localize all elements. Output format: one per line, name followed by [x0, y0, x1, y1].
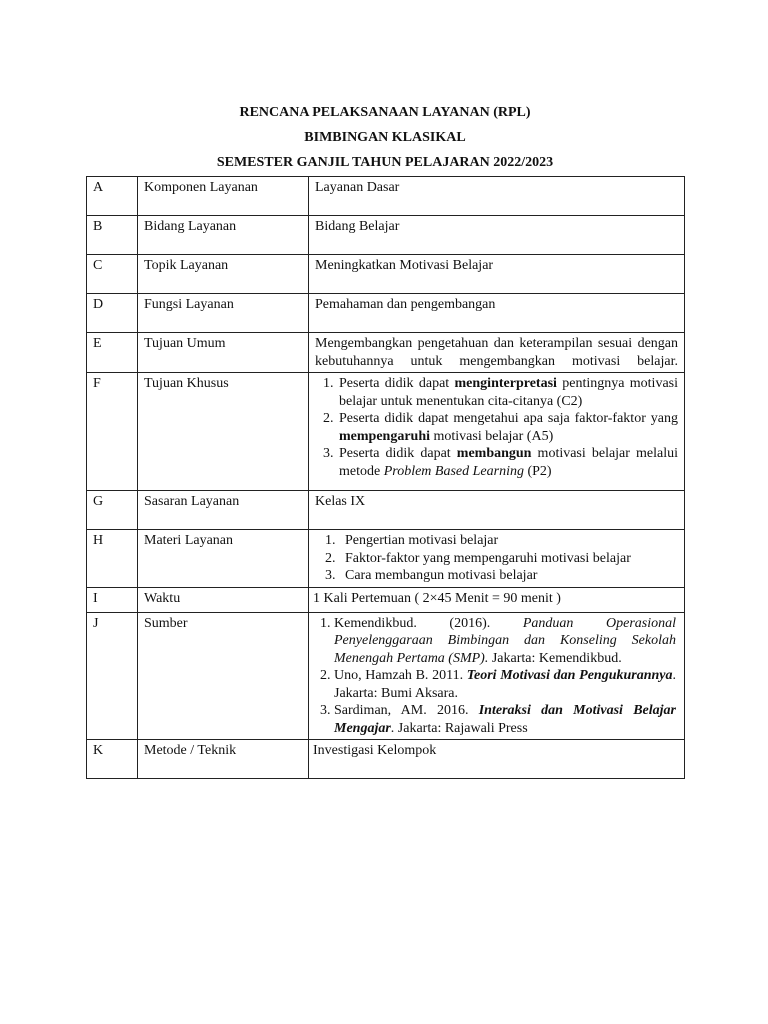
row-code: C — [87, 255, 138, 294]
document-header — [86, 100, 684, 175]
document-subtitle: BIMBINGAN KLASIKAL — [304, 130, 466, 145]
table-row — [87, 177, 685, 216]
row-value: Meningkatkan Motivasi Belajar — [309, 255, 685, 294]
table-row — [87, 612, 685, 740]
list-item: 3. Peserta didik dapat membangun motivasi belajar melalui metode Problem Based Learning (P2) — [337, 445, 678, 480]
table-row — [87, 373, 685, 491]
row-label: Metode / Teknik — [138, 740, 309, 779]
row-label: Materi Layanan — [138, 530, 309, 588]
table-row — [87, 740, 685, 779]
row-value — [309, 373, 685, 491]
row-value: 1 Kali Pertemuan ( 2×45 Menit = 90 menit ) — [309, 587, 685, 612]
row-code: I — [87, 587, 138, 612]
row-code: A — [87, 177, 138, 216]
row-label: Fungsi Layanan — [138, 294, 309, 333]
row-label: Tujuan Khusus — [138, 373, 309, 491]
sources-list — [312, 615, 676, 738]
table-row — [87, 294, 685, 333]
row-code: E — [87, 333, 138, 373]
row-code: J — [87, 612, 138, 740]
table-row — [87, 587, 685, 612]
row-code: G — [87, 491, 138, 530]
row-code: B — [87, 216, 138, 255]
objectives-list — [315, 375, 678, 480]
row-value: Mengembangkan pengetahuan dan keterampilan sesuai dengan kebutuhannya untuk mengembangkan motivasi belajar. — [309, 333, 685, 373]
document-title: RENCANA PELAKSANAAN LAYANAN (RPL) — [239, 105, 531, 120]
list-item: 1. Peserta didik dapat menginterpretasi pentingnya motivasi belajar untuk menentukan cita-citanya (C2) — [337, 375, 678, 410]
table-row — [87, 333, 685, 373]
table-row — [87, 216, 685, 255]
table-row — [87, 255, 685, 294]
row-value: Pemahaman dan pengembangan — [309, 294, 685, 333]
list-item: 1. Pengertian motivasi belajar — [339, 532, 678, 550]
row-label: Waktu — [138, 587, 309, 612]
list-item: 2. Faktor-faktor yang mempengaruhi motivasi belajar — [339, 550, 678, 568]
rpl-table — [86, 176, 685, 779]
table-row — [87, 491, 685, 530]
list-item: 2. Uno, Hamzah B. 2011. Teori Motivasi dan Pengukurannya. Jakarta: Bumi Aksara. — [334, 667, 676, 702]
row-code: H — [87, 530, 138, 588]
list-item: 1. Kemendikbud. (2016). Panduan Operasional Penyelenggaraan Bimbingan dan Konseling Sekolah Menengah Pertama (SMP). Jakarta: Kemendikbud. — [334, 615, 676, 668]
row-value: Investigasi Kelompok — [309, 740, 685, 779]
list-item: 3. Cara membangun motivasi belajar — [339, 567, 678, 585]
table-row — [87, 530, 685, 588]
row-label: Komponen Layanan — [138, 177, 309, 216]
row-value: Kelas IX — [309, 491, 685, 530]
row-code: D — [87, 294, 138, 333]
row-label: Sasaran Layanan — [138, 491, 309, 530]
row-label: Tujuan Umum — [138, 333, 309, 373]
row-value: Layanan Dasar — [309, 177, 685, 216]
document-semester: SEMESTER GANJIL TAHUN PELAJARAN 2022/2023 — [216, 155, 554, 170]
list-item: 2. Peserta didik dapat mengetahui apa saja faktor-faktor yang mempengaruhi motivasi belajar (A5) — [337, 410, 678, 445]
row-label: Topik Layanan — [138, 255, 309, 294]
row-value: Bidang Belajar — [309, 216, 685, 255]
row-code: F — [87, 373, 138, 491]
materials-list — [315, 532, 678, 585]
row-code: K — [87, 740, 138, 779]
row-label: Bidang Layanan — [138, 216, 309, 255]
row-value — [309, 530, 685, 588]
row-label: Sumber — [138, 612, 309, 740]
list-item: 3. Sardiman, AM. 2016. Interaksi dan Motivasi Belajar Mengajar. Jakarta: Rajawali Press — [334, 702, 676, 737]
row-value — [309, 612, 685, 740]
